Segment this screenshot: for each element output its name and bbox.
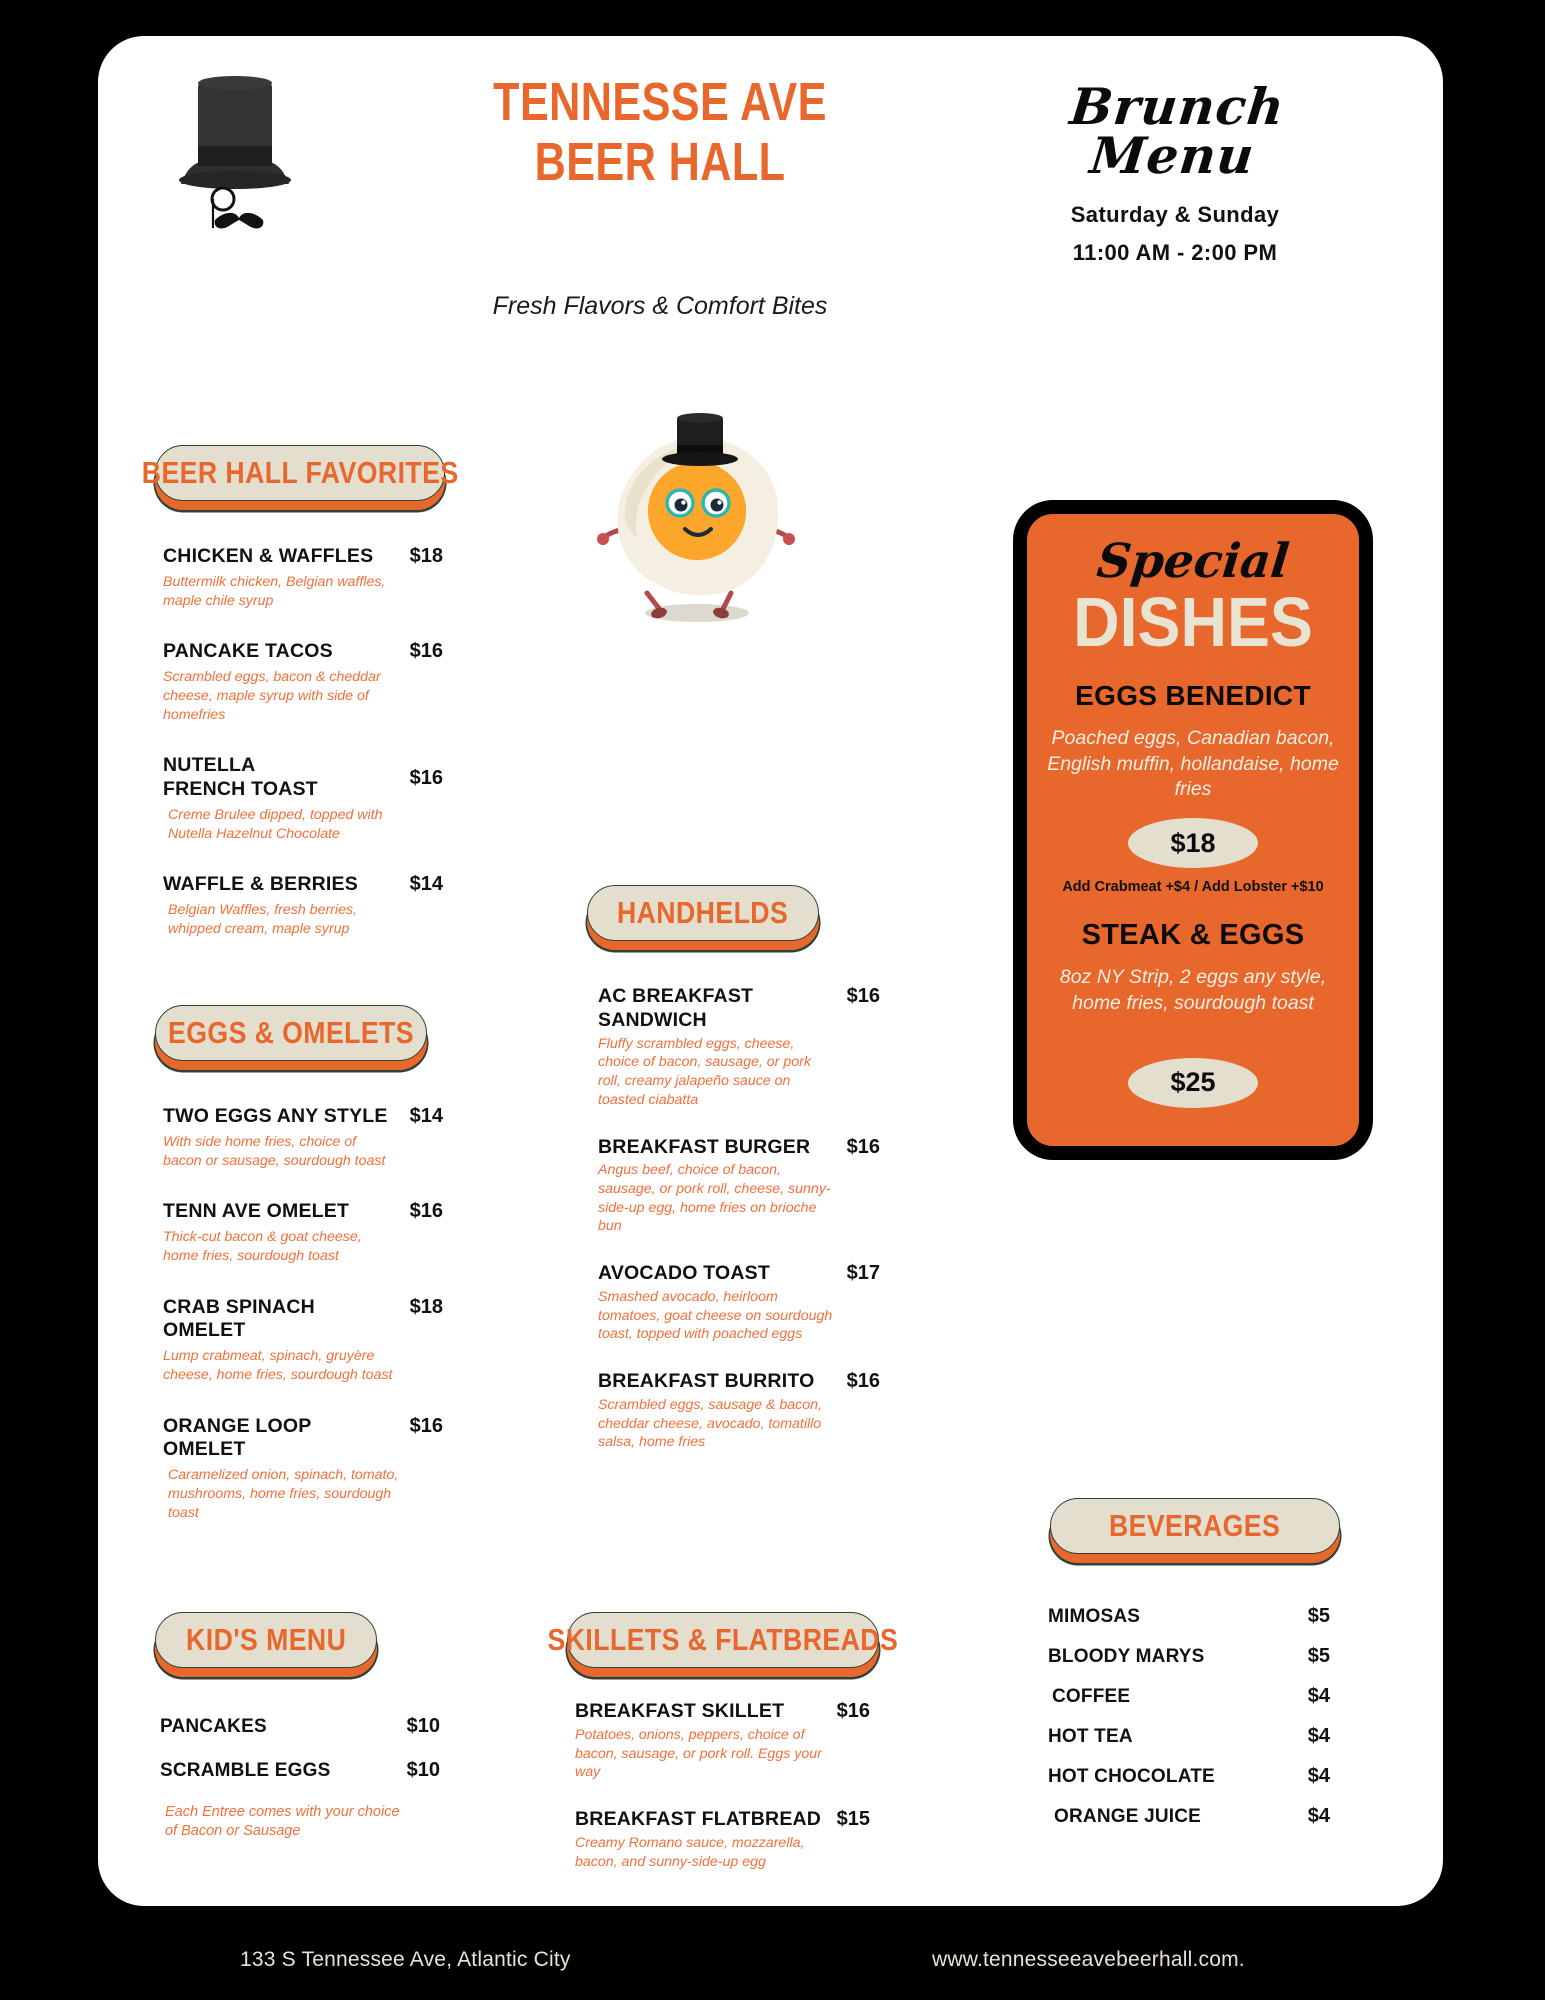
item-description: Smashed avocado, heirloom tomatoes, goat cheese on sourdough toast, topped with poached eggs (598, 1289, 833, 1343)
menu-item[interactable] (1048, 1685, 1330, 1708)
item-name: BREAKFAST BURGER (598, 1135, 811, 1158)
item-price: $16 (846, 985, 880, 1007)
item-name: BLOODY MARYS (1048, 1646, 1205, 1667)
item-name: CRAB SPINACH OMELET (163, 1295, 315, 1342)
section-skillets-and-flatbreads-items (575, 1700, 870, 1875)
item-price: $14 (409, 1105, 443, 1127)
item-description: Creamy Romano sauce, mozzarella, bacon, and sunny-side-up egg (575, 1834, 805, 1870)
item-price: $4 (1307, 1725, 1330, 1747)
footer-address: 133 S Tennessee Ave, Atlantic City (240, 1948, 571, 1971)
section-title-text: KID'S MENU (185, 1622, 347, 1657)
item-price: $10 (406, 1759, 440, 1781)
menu-word: Menu (1087, 126, 1258, 185)
special-script-title: Special (1094, 534, 1292, 589)
section-beverages-items (1048, 1605, 1330, 1849)
item-price: $4 (1307, 1805, 1330, 1827)
menu-item[interactable] (575, 1808, 870, 1871)
top-hat-monocle-mustache-icon (165, 68, 305, 233)
item-name: SCRAMBLE EGGS (160, 1760, 331, 1781)
brunch-word: Brunch (1067, 77, 1288, 136)
item-name: AVOCADO TOAST (598, 1262, 770, 1285)
brunch-days: Saturday & Sunday (1070, 202, 1280, 227)
item-description: Angus beef, choice of bacon, sausage, or pork roll, cheese, sunny-side-up egg, home fries on brioche bun (598, 1162, 831, 1235)
item-price: $4 (1307, 1685, 1330, 1707)
menu-item[interactable] (598, 1136, 880, 1237)
menu-item[interactable] (160, 1715, 440, 1738)
item-name: PANCAKE TACOS (163, 640, 333, 663)
item-name: HOT CHOCOLATE (1048, 1766, 1215, 1787)
item-price: $16 (409, 640, 443, 663)
section-title-text: SKILLETS & FLATBREADS (547, 1622, 899, 1657)
section-handhelds-items (598, 985, 880, 1456)
menu-item[interactable] (598, 1262, 880, 1344)
item-name: TENN AVE OMELET (163, 1200, 350, 1223)
section-title-text: EGGS & OMELETS (168, 1015, 414, 1050)
item-description: Caramelized onion, spinach, tomato, mushrooms, home fries, sourdough toast (168, 1467, 399, 1521)
item-price: $18 (409, 545, 443, 567)
section-title-text: BEVERAGES (1109, 1508, 1281, 1543)
item-price: $4 (1307, 1765, 1330, 1787)
item-description: Belgian Waffles, fresh berries, whipped cream, maple syrup (168, 902, 357, 937)
menu-item[interactable] (163, 754, 443, 843)
item-name: NUTELLA FRENCH TOAST (163, 754, 318, 801)
special-dish-1-addons: Add Crabmeat +$4 / Add Lobster +$10 (1062, 879, 1324, 896)
brunch-hours: 11:00 AM - 2:00 PM (1072, 240, 1278, 265)
brand-line-1: TENNESSE AVE (493, 72, 827, 132)
item-price: $10 (406, 1715, 440, 1737)
special-dishes-title: DISHES (1073, 583, 1313, 661)
special-dish-1-description: Poached eggs, Canadian bacon, English muffin, hollandaise, home fries (1047, 727, 1339, 800)
item-description: Lump crabmeat, spinach, gruyère cheese, home fries, sourdough toast (163, 1348, 393, 1383)
item-price: $5 (1307, 1605, 1330, 1627)
menu-item[interactable] (1048, 1645, 1330, 1668)
item-name: CHICKEN & WAFFLES (163, 545, 374, 567)
menu-item[interactable] (598, 985, 880, 1110)
item-name: PANCAKES (160, 1716, 267, 1737)
menu-item[interactable] (163, 1105, 443, 1170)
section-kids-menu-items (160, 1715, 440, 1842)
item-description: Scrambled eggs, bacon & cheddar cheese, maple syrup with side of homefries (163, 669, 381, 723)
menu-item[interactable] (598, 1370, 880, 1452)
menu-item[interactable] (1048, 1765, 1330, 1788)
special-dishes-card (1013, 500, 1373, 1160)
menu-item[interactable] (163, 1415, 443, 1523)
menu-item[interactable] (163, 873, 443, 938)
brand-line-2: BEER HALL (534, 132, 786, 193)
kids-menu-note: Each Entree comes with your choice of Bacon or Sausage (165, 1804, 400, 1840)
footer-website[interactable]: www.tennesseeavebeerhall.com. (932, 1948, 1245, 1971)
section-header-beer-hall-favorites (141, 445, 459, 501)
menu-item[interactable] (1048, 1725, 1330, 1748)
tagline: Fresh Flavors & Comfort Bites (492, 292, 828, 320)
item-name: ORANGE JUICE (1054, 1806, 1202, 1827)
section-header-handhelds (587, 885, 819, 941)
item-price: $16 (846, 1370, 880, 1393)
section-header-kids-menu (155, 1612, 377, 1668)
item-price: $16 (409, 1414, 443, 1437)
item-price: $17 (846, 1262, 880, 1285)
menu-item[interactable] (1048, 1805, 1330, 1828)
section-header-skillets-and-flatbreads (547, 1612, 899, 1668)
special-dish-1-name: EGGS BENEDICT (1075, 680, 1311, 711)
brunch-script-title (1005, 77, 1345, 185)
special-dish-2-name: STEAK & EGGS (1081, 919, 1305, 952)
menu-item[interactable] (160, 1759, 440, 1782)
item-price: $16 (409, 766, 443, 789)
item-name: BREAKFAST FLATBREAD (575, 1807, 822, 1830)
item-description: Buttermilk chicken, Belgian waffles, maple chile syrup (163, 573, 386, 609)
item-name: AC BREAKFAST SANDWICH (598, 985, 754, 1031)
brunch-header (1010, 77, 1340, 266)
menu-item[interactable] (163, 1200, 443, 1265)
item-name: ORANGE LOOP OMELET (163, 1414, 312, 1461)
special-dish-2-description: 8oz NY Strip, 2 eggs any style, home fries, sourdough toast (1059, 966, 1327, 1014)
item-name: WAFFLE & BERRIES (163, 873, 358, 896)
item-description: Scrambled eggs, sausage & bacon, cheddar cheese, avocado, tomatillo salsa, home fries (598, 1396, 822, 1451)
menu-item[interactable] (575, 1700, 870, 1782)
section-title-text: HANDHELDS (617, 895, 789, 930)
special-dish-2-price: $25 (1128, 1058, 1258, 1108)
menu-item[interactable] (163, 640, 443, 724)
item-price: $16 (836, 1700, 870, 1722)
menu-item[interactable] (163, 1296, 443, 1385)
item-price: $14 (409, 873, 443, 896)
fried-egg-character-with-top-hat-icon (585, 405, 815, 635)
item-description: Potatoes, onions, peppers, choice of bacon, sausage, or pork roll. Eggs your way (575, 1726, 822, 1781)
item-name: BREAKFAST BURRITO (598, 1370, 815, 1393)
item-description: With side home fries, choice of bacon or sausage, sourdough toast (163, 1133, 386, 1169)
item-name: BREAKFAST SKILLET (575, 1700, 785, 1722)
section-eggs-and-omelets-items (163, 1105, 443, 1526)
menu-item[interactable] (1048, 1605, 1330, 1628)
item-price: $18 (409, 1295, 443, 1318)
item-price: $5 (1307, 1645, 1330, 1667)
item-price: $15 (836, 1807, 870, 1830)
item-price: $16 (409, 1200, 443, 1223)
page-title (436, 72, 884, 193)
item-description: Creme Brulee dipped, topped with Nutella Hazelnut Chocolate (168, 806, 383, 842)
item-description: Thick-cut bacon & goat cheese, home fries, sourdough toast (163, 1229, 362, 1264)
item-description: Fluffy scrambled eggs, cheese, choice of bacon, sausage, or pork roll, creamy jalapeño sauce on toasted ciabatta (598, 1035, 811, 1108)
section-title-text: BEER HALL FAVORITES (141, 455, 459, 490)
special-dish-1-price: $18 (1128, 818, 1258, 868)
item-name: MIMOSAS (1048, 1606, 1141, 1627)
item-name: HOT TEA (1048, 1726, 1133, 1747)
item-name: COFFEE (1052, 1686, 1131, 1707)
menu-item[interactable] (163, 545, 443, 610)
section-header-eggs-and-omelets (155, 1005, 427, 1061)
section-header-beverages (1050, 1498, 1340, 1554)
item-price: $16 (846, 1135, 880, 1158)
section-beer-hall-favorites-items (163, 545, 443, 943)
item-name: TWO EGGS ANY STYLE (163, 1105, 388, 1127)
